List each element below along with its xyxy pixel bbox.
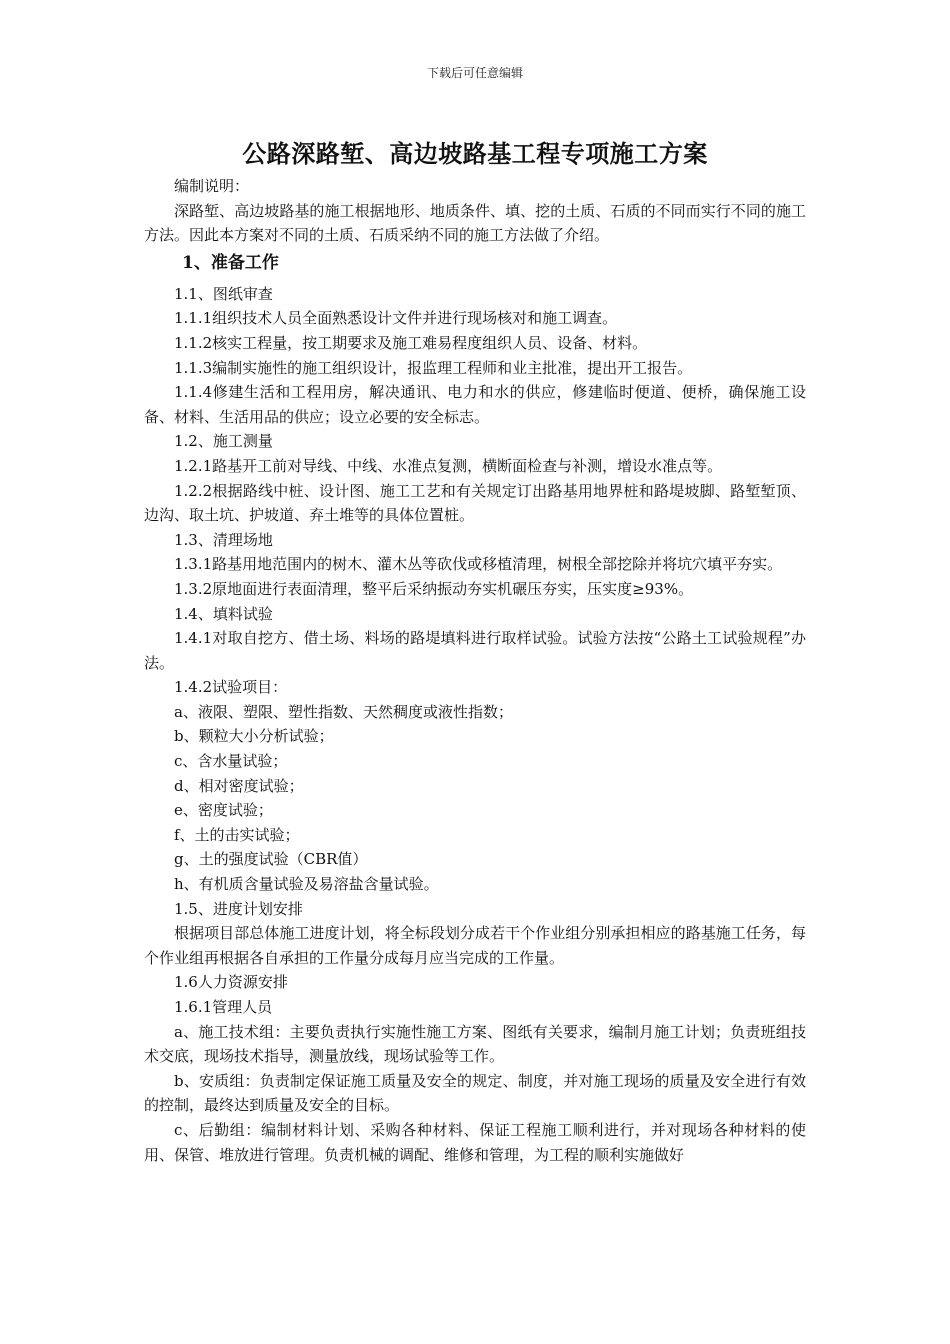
list-item: e、密度试验； [174, 801, 273, 820]
document-body [144, 174, 806, 1167]
paragraph: b、安质组：负责制定保证施工质量及安全的规定、制度，并对施工现场的质量及安全进行有效的控制，最终达到质量及安全的目标。 [144, 1071, 806, 1115]
subsection-heading: 1.1、图纸审查 [174, 284, 273, 303]
subsection-heading: 1.2、施工测量 [174, 432, 273, 451]
subsection-heading: 1.6人力资源安排 [174, 973, 288, 992]
list-item: f、土的击实试验； [174, 825, 300, 844]
paragraph: 1.4.1对取自挖方、借土场、料场的路堤填料进行取样试验。试验方法按“公路土工试验规程”办法。 [144, 629, 806, 672]
paragraph: 1.1.4修建生活和工程用房，解决通讯、电力和水的供应，修建临时便道、便桥，确保施工设备、材料、生活用品的供应；设立必要的安全标志。 [144, 383, 806, 426]
list-item: a、液限、塑限、塑性指数、天然稠度或液性指数； [174, 702, 513, 721]
list-item: g、土的强度试验（CBR值） [174, 850, 368, 869]
subsection-heading: 1.4、填料试验 [174, 604, 273, 623]
paragraph: 1.2.2根据路线中桩、设计图、施工工艺和有关规定订出路基用地界桩和路堤坡脚、路堑堑顶、边沟、取土坑、护坡道、弃土堆等的具体位置桩。 [144, 481, 806, 525]
document-title: 公路深路堑、高边坡路基工程专项施工方案 [242, 139, 708, 168]
list-item: d、相对密度试验； [174, 776, 304, 795]
paragraph: a、施工技术组：主要负责执行实施性施工方案、图纸有关要求，编制月施工计划；负责班组技术交底，现场技术指导，测量放线，现场试验等工作。 [144, 1022, 806, 1066]
paragraph: 根据项目部总体施工进度计划，将全标段划分成若干个作业组分别承担相应的路基施工任务，每个作业组再根据各自承担的工作量分成每月应当完成的工作量。 [144, 924, 806, 967]
paragraph: 深路堑、高边坡路基的施工根据地形、地质条件、填、挖的土质、石质的不同而实行不同的施工方法。因此本方案对不同的土质、石质采纳不同的施工方法做了介绍。 [144, 201, 806, 245]
paragraph: 1.2.1路基开工前对导线、中线、水准点复测，横断面检查与补测，增设水准点等。 [174, 456, 723, 475]
paragraph: c、后勤组：编制材料计划、采购各种材料、保证工程施工顺利进行，并对现场各种材料的使用、保管、堆放进行管理。负责机械的调配、维修和管理，为工程的顺利实施做好 [144, 1120, 806, 1164]
paragraph: 1.1.3编制实施性的施工组织设计，报监理工程师和业主批准，提出开工报告。 [174, 358, 693, 377]
paragraph: 1.3.2原地面进行表面清理，整平后采纳振动夯实机碾压夯实，压实度≥93%。 [174, 579, 694, 598]
list-item: h、有机质含量试验及易溶盐含量试验。 [174, 875, 439, 894]
subsection-heading: 1.5、进度计划安排 [174, 899, 303, 918]
header-note: 下载后可任意编辑 [426, 66, 523, 80]
intro-label: 编制说明： [174, 177, 250, 195]
list-item: b、颗粒大小分析试验； [174, 727, 334, 746]
section-heading: 1、准备工作 [182, 252, 279, 273]
subsection-heading: 1.3、清理场地 [174, 530, 273, 549]
paragraph: 1.3.1路基用地范围内的树木、灌木丛等砍伐或移植清理，树根全部挖除并将坑穴填平夯实。 [174, 555, 783, 574]
paragraph: 1.4.2试验项目： [174, 678, 288, 697]
paragraph: 1.1.2核实工程量，按工期要求及施工难易程度组织人员、设备、材料。 [174, 333, 648, 352]
paragraph: 1.1.1组织技术人员全面熟悉设计文件并进行现场核对和施工调查。 [174, 309, 618, 328]
paragraph: 1.6.1管理人员 [174, 998, 273, 1016]
list-item: c、含水量试验； [174, 752, 288, 771]
